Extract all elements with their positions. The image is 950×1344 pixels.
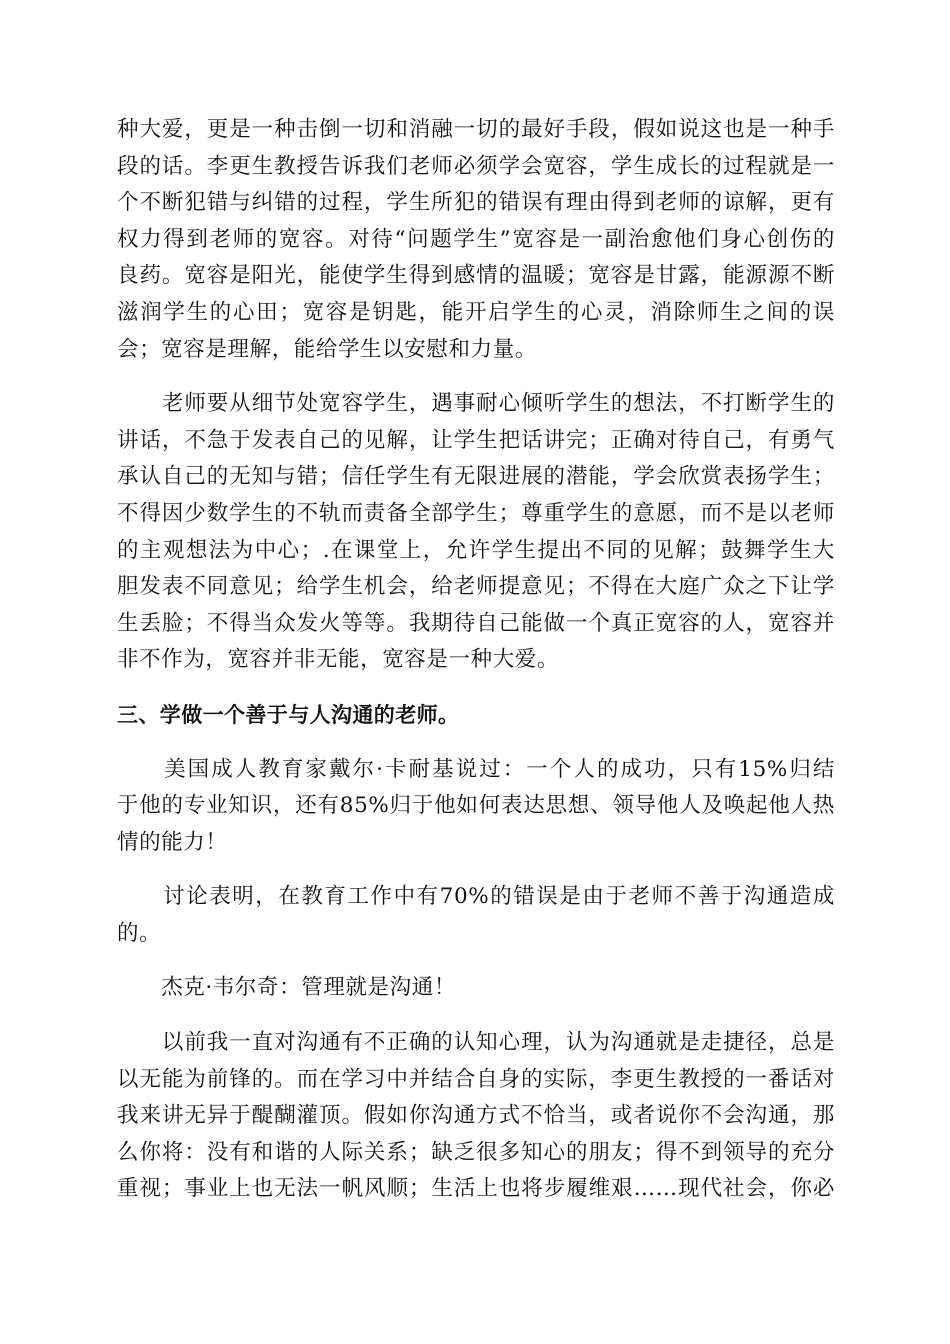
paragraph-welch-quote xyxy=(117,970,835,1007)
text-line: 段的话。李更生教授告诉我们老师必须学会宽容，学生成长的过程就是一 xyxy=(117,153,835,179)
text-line: 以无能为前锋的。而在学习中并结合自身的实际，李更生教授的一番话对 xyxy=(117,1066,835,1092)
text-line: 良药。宽容是阳光，能使学生得到感情的温暖；宽容是甘露，能源源不断 xyxy=(117,263,835,289)
text-line: 情的能力！ xyxy=(117,829,228,855)
section-heading: 三、学做一个善于与人沟通的老师。 xyxy=(117,702,460,727)
text-line: 我来讲无异于醍醐灌顶。假如你沟通方式不恰当，或者说你不会沟通，那 xyxy=(117,1103,835,1129)
text-line: 不得因少数学生的不轨而责备全部学生；尊重学生的意愿，而不是以老师 xyxy=(117,500,835,526)
paragraph-tolerance-love xyxy=(117,112,835,368)
text-line: 美国成人教育家戴尔·卡耐基说过：一个人的成功，只有15%归结 xyxy=(117,756,835,782)
text-line: 滋润学生的心田；宽容是钥匙，能开启学生的心灵，消除师生之间的误 xyxy=(117,299,835,325)
text-line: 于他的专业知识，还有85%归于他如何表达思想、领导他人及唤起他人热 xyxy=(117,793,835,819)
text-line: 会；宽容是理解，能给学生以安慰和力量。 xyxy=(117,336,537,362)
text-line: 个不断犯错与纠错的过程，学生所犯的错误有理由得到老师的谅解，更有 xyxy=(117,190,835,216)
text-line: 胆发表不同意见；给学生机会，给老师提意见；不得在大庭广众之下让学 xyxy=(117,574,835,600)
text-line: 非不作为，宽容并非无能，宽容是一种大爱。 xyxy=(117,647,560,673)
paragraph-communication-reflection xyxy=(117,1025,835,1208)
text-line: 的主观想法为中心；.在课堂上，允许学生提出不同的见解；鼓舞学生大 xyxy=(117,537,835,563)
text-line: 权力得到老师的宽容。对待“问题学生”宽容是一副治愈他们身心创伤的 xyxy=(117,226,835,252)
text-line: 以前我一直对沟通有不正确的认知心理，认为沟通就是走捷径，总是 xyxy=(117,1030,835,1056)
document-body xyxy=(117,112,835,1208)
text-line: 生丢脸；不得当众发火等等。我期待自己能做一个真正宽容的人，宽容并 xyxy=(117,610,835,636)
paragraph-research xyxy=(117,879,835,952)
text-line: 种大爱，更是一种击倒一切和消融一切的最好手段，假如说这也是一种手 xyxy=(117,117,835,142)
text-line: 讨论表明，在教育工作中有70%的错误是由于老师不善于沟通造成 xyxy=(117,884,835,910)
text-line: 承认自己的无知与错；信任学生有无限进展的潜能，学会欣赏表扬学生； xyxy=(117,464,835,490)
paragraph-carnegie-quote xyxy=(117,752,835,862)
text-line: 老师要从细节处宽容学生，遇事耐心倾听学生的想法，不打断学生的 xyxy=(117,391,835,417)
text-line: 么你将：没有和谐的人际关系；缺乏很多知心的朋友；得不到领导的充分 xyxy=(117,1139,835,1165)
text-line: 杰克·韦尔奇：管理就是沟通！ xyxy=(117,975,456,1001)
paragraph-tolerance-details xyxy=(117,386,835,679)
text-line: 重视；事业上也无法一帆风顺；生活上也将步履维艰……现代社会，你必 xyxy=(117,1176,835,1202)
text-line: 讲话，不急于发表自己的见解，让学生把话讲完；正确对待自己，有勇气 xyxy=(117,427,835,453)
text-line: 的。 xyxy=(117,920,162,946)
